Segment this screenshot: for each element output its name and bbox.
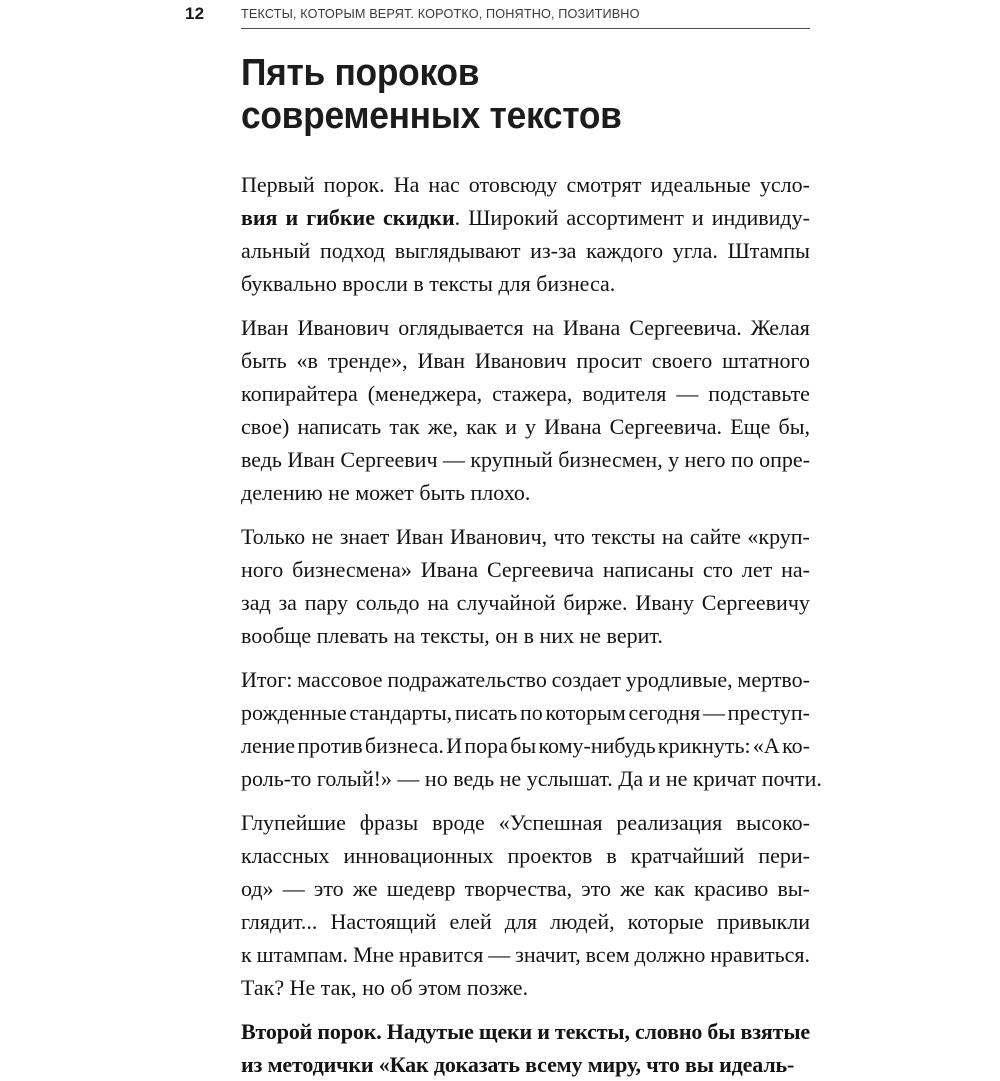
text-line: свое) написать так же, как и у Ивана Сергеевича. Еще бы, (241, 414, 810, 439)
text-line: Так? Не так, но об этом позже. (241, 975, 529, 1000)
text-line: ведь Иван Сергеевич — крупный бизнесмен, у него по опре- (241, 447, 810, 472)
text-line: Итог: массовое подражательство создает уродливые, мертво- (241, 667, 810, 692)
text-line: быть «в тренде», Иван Иванович просит своего штатного (241, 348, 810, 373)
text-line: рожденные стандарты, писать по которым сегодня — преступ- (241, 700, 810, 725)
text-line: вообще плевать на тексты, он в них не верит. (241, 623, 663, 648)
text-line: Второй порок. Надутые щеки и тексты, словно бы взятые (241, 1019, 810, 1044)
chapter-title (241, 46, 770, 138)
text-line: зад за пару сольдо на случайной бирже. Ивану Сергеевичу (241, 590, 810, 615)
text-line: альный подход выглядывают из-за каждого угла. Штампы (241, 238, 810, 263)
text-line: роль-то голый!» — но ведь не услышат. Да и не кричат почти. (241, 766, 822, 791)
chapter-title-line-2: современных текстов (241, 95, 622, 137)
paragraph (241, 311, 810, 509)
text-line: вия и гибкие скидки. Широкий ассортимент и индивиду- (241, 205, 810, 230)
body-text (241, 168, 822, 1081)
running-head (0, 0, 1000, 40)
text-line: Только не знает Иван Иванович, что тексты на сайте «круп- (241, 524, 810, 549)
text-line: ление против бизнеса. И пора бы кому-нибудь крикнуть: «А ко- (241, 733, 810, 758)
text-line: ного бизнесмена» Ивана Сергеевича написаны сто лет на- (241, 557, 810, 582)
text-line: к штампам. Мне нравится — значит, всем должно нравиться. (241, 942, 810, 967)
paragraph (241, 1015, 810, 1081)
paragraph (241, 806, 810, 1004)
text-line: буквально вросли в тексты для бизнеса. (241, 271, 616, 296)
text-line: Иван Иванович оглядывается на Ивана Сергеевича. Желая (241, 315, 810, 340)
text-line: глядит... Настоящий елей для людей, которые привыкли (241, 909, 810, 934)
running-head-title: ТЕКСТЫ, КОТОРЫМ ВЕРЯТ. КОРОТКО, ПОНЯТНО, ПОЗИТИВНО (241, 6, 640, 21)
page-number: 12 (185, 4, 205, 23)
text-line: копирайтера (менеджера, стажера, водителя — подставьте (241, 381, 810, 406)
text-line: Первый порок. На нас отовсюду смотрят идеальные усло- (241, 172, 810, 197)
paragraph (241, 168, 810, 300)
text-line: классных инновационных проектов в кратчайший пери- (241, 843, 810, 868)
text-line: делению не может быть плохо. (241, 480, 531, 505)
text-column (241, 46, 822, 1081)
paragraph (241, 663, 822, 795)
paragraph (241, 520, 810, 652)
header-divider-rule (241, 28, 810, 29)
text-line: од» — это же шедевр творчества, это же как красиво вы- (241, 876, 810, 901)
text-line: из методички «Как доказать всему миру, что вы идеаль- (241, 1052, 795, 1077)
text-line: Глупейшие фразы вроде «Успешная реализация высоко- (241, 810, 810, 835)
chapter-title-line-1: Пять пороков (241, 52, 480, 94)
